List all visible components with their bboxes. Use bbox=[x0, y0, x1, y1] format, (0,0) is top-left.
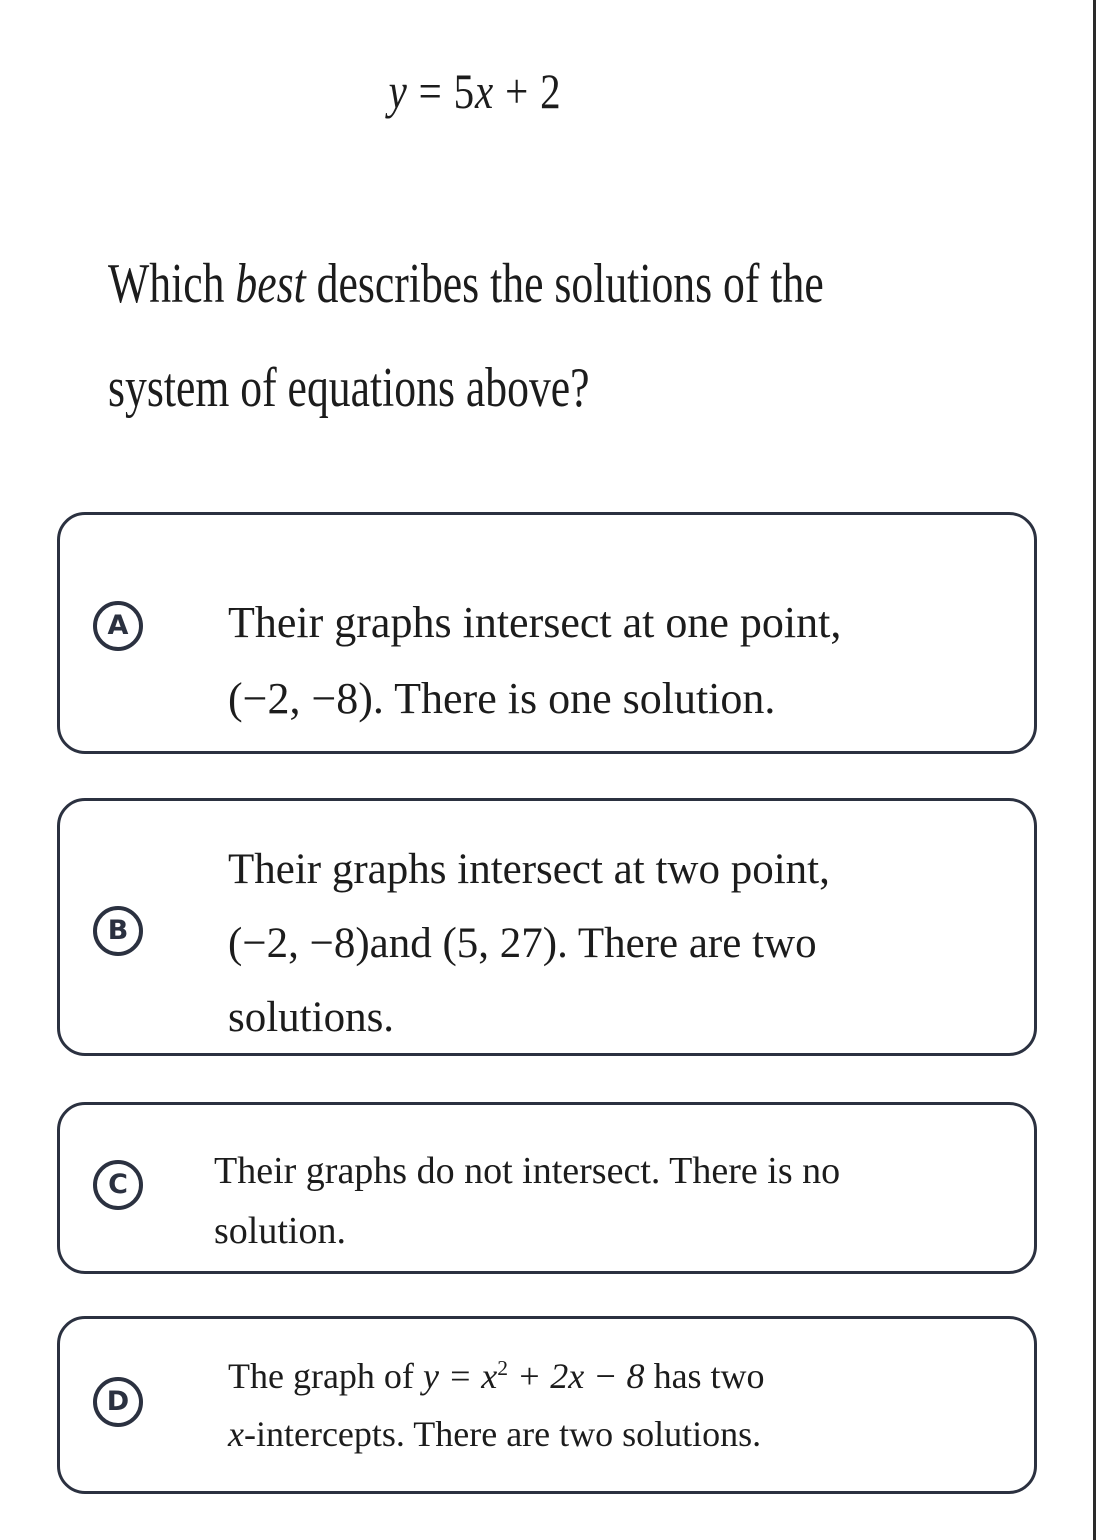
question-text: Which best describes the solutions of the system of equations above? bbox=[108, 253, 824, 419]
scrollbar-edge bbox=[1093, 0, 1096, 1540]
option-letter-b-icon: B bbox=[93, 906, 143, 956]
option-b-text: Their graphs intersect at two point, (−2, −8)and (5, 27). There are two solutions. bbox=[228, 846, 830, 1041]
option-letter-a-icon: A bbox=[93, 601, 143, 651]
answer-option-b[interactable] bbox=[57, 798, 1037, 1056]
answer-option-c[interactable] bbox=[57, 1102, 1037, 1274]
option-letter-d-icon: D bbox=[93, 1377, 143, 1427]
equation: y = 5x + 2 bbox=[388, 63, 562, 119]
answer-option-d[interactable] bbox=[57, 1316, 1037, 1494]
option-a-text: Their graphs intersect at one point, (−2, −8). There is one solution. bbox=[228, 598, 842, 723]
option-c-text: Their graphs do not intersect. There is no solution. bbox=[214, 1150, 841, 1252]
option-d-text: The graph of $y = x^2 + 2x - 8$ has two x-intercepts. There are two solutions. bbox=[228, 1356, 765, 1454]
answer-option-a[interactable] bbox=[57, 512, 1037, 754]
option-letter-c-icon: C bbox=[93, 1160, 143, 1210]
